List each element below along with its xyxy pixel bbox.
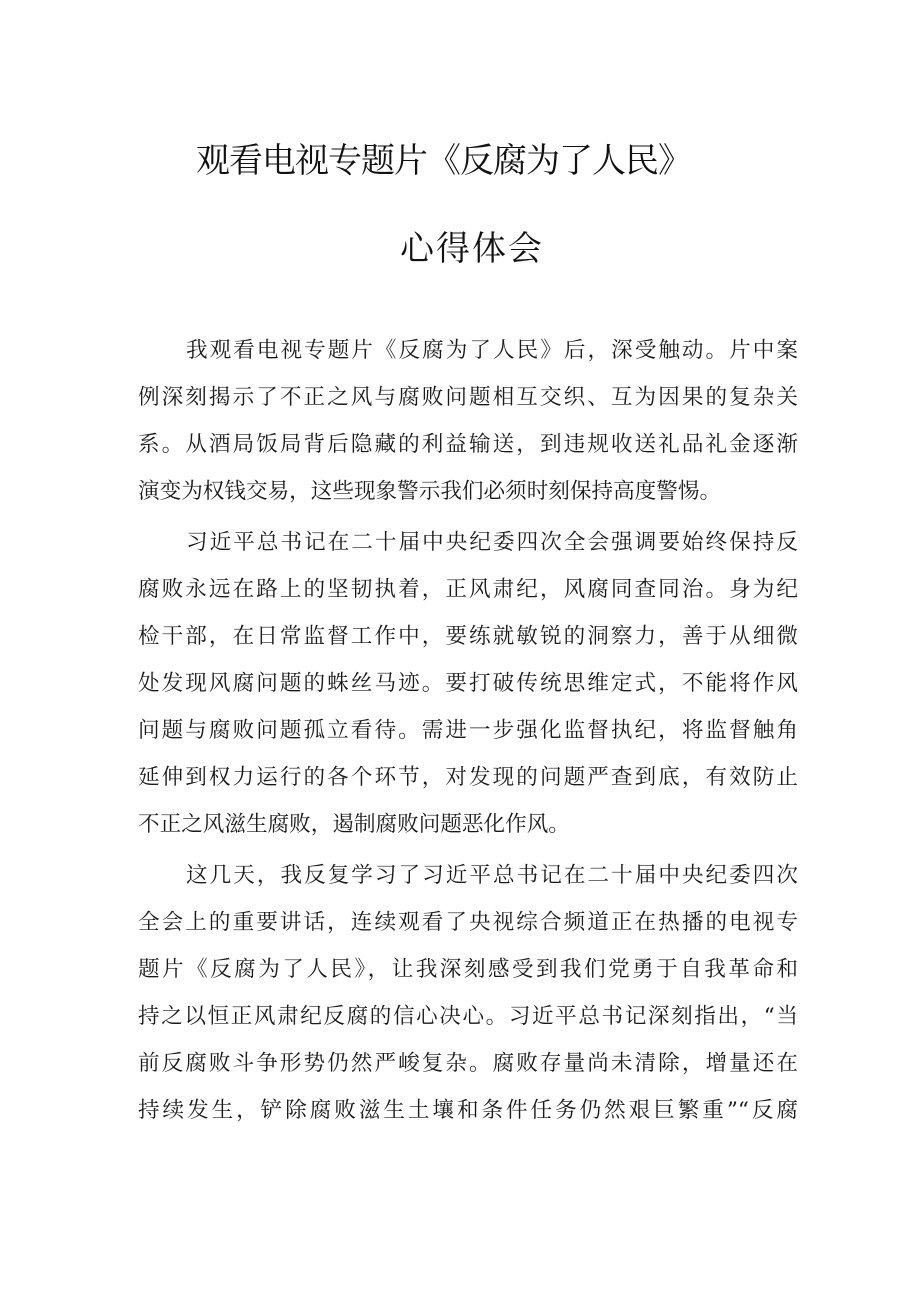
body-line: 检干部，在日常监督工作中，要练就敏锐的洞察力，善于从细微	[138, 624, 798, 649]
body-line: 这几天，我反复学习了习近平总书记在二十届中央纪委四次	[186, 863, 798, 888]
body-line: 系。从酒局饭局背后隐藏的利益输送，到违规收送礼品礼金逐渐	[138, 432, 798, 457]
body-line: 持之以恒正风肃纪反腐的信心决心。习近平总书记深刻指出，“当	[138, 1004, 798, 1029]
body-line: 前反腐败斗争形势仍然严峻复杂。腐败存量尚未清除，增量还在	[138, 1051, 798, 1076]
body-line: 延伸到权力运行的各个环节，对发现的问题严查到底，有效防止	[138, 765, 798, 790]
body-line: 我观看电视专题片《反腐为了人民》后，深受触动。片中案	[186, 338, 798, 363]
body-line: 腐败永远在路上的坚韧执着，正风肃纪，风腐同查同治。身为纪	[138, 577, 798, 602]
body-line: 持续发生，铲除腐败滋生土壤和条件任务仍然艰巨繁重”“反腐	[138, 1098, 798, 1123]
body-line: 处发现风腐问题的蛛丝马迹。要打破传统思维定式，不能将作风	[138, 671, 798, 696]
body-line: 例深刻揭示了不正之风与腐败问题相互交织、互为因果的复杂关	[138, 385, 798, 410]
document-title-line-1: 观看电视专题片《反腐为了人民》	[196, 141, 691, 181]
body-line: 全会上的重要讲话，连续观看了央视综合频道正在热播的电视专	[138, 910, 798, 935]
body-line: 不正之风滋生腐败，遏制腐败问题恶化作风。	[138, 812, 570, 837]
body-line: 题片《反腐为了人民》，让我深刻感受到我们党勇于自我革命和	[138, 957, 798, 982]
body-line: 演变为权钱交易，这些现象警示我们必须时刻保持高度警惕。	[138, 479, 722, 504]
document-title-line-2: 心得体会	[400, 229, 544, 269]
body-line: 问题与腐败问题孤立看待。需进一步强化监督执纪，将监督触角	[138, 718, 798, 743]
body-line: 习近平总书记在二十届中央纪委四次全会强调要始终保持反	[186, 530, 798, 555]
